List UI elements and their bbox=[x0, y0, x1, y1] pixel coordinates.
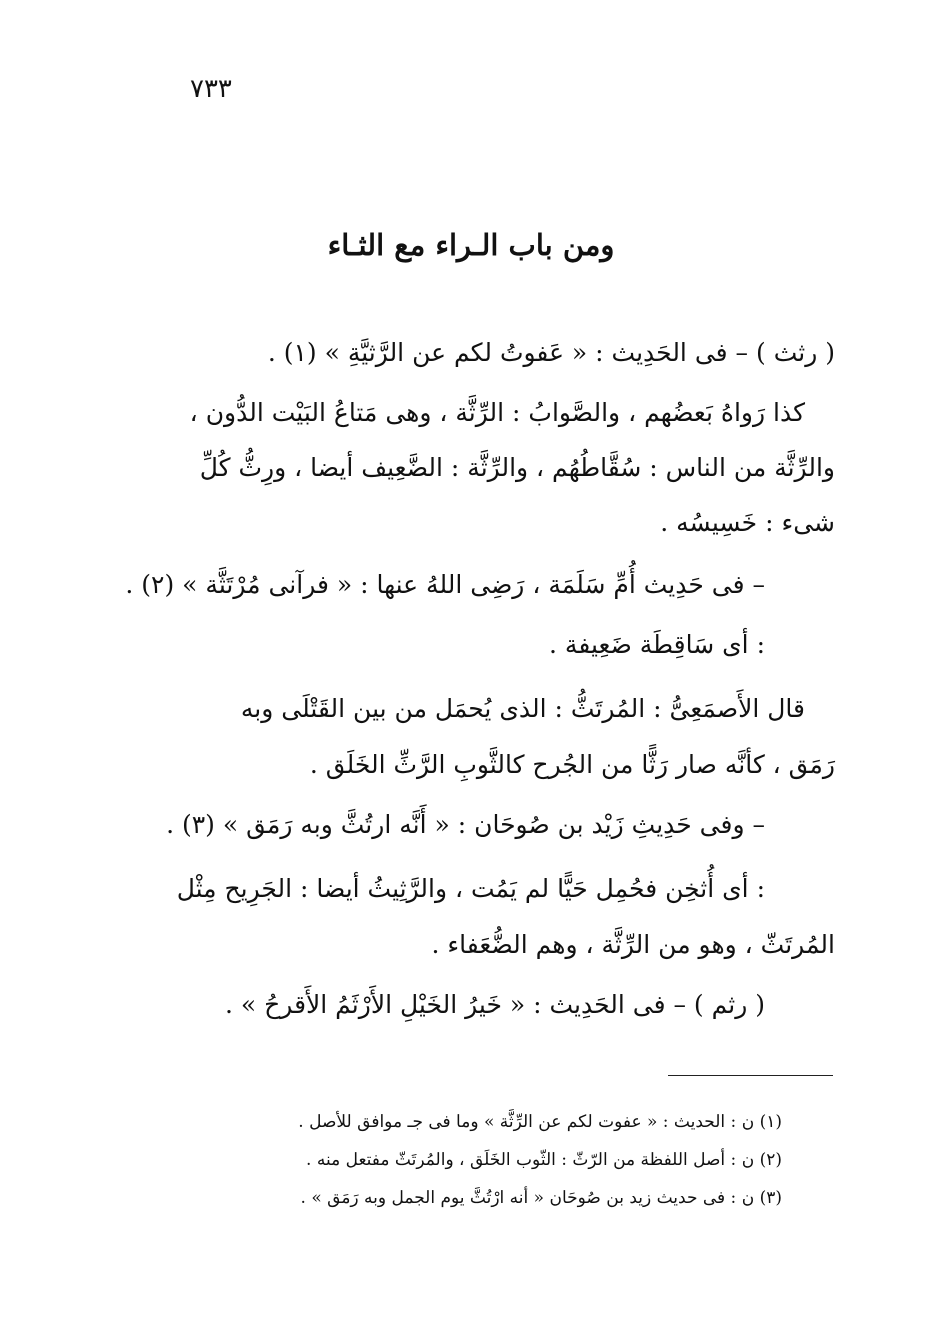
text-line: والرِّثَّة من الناس : سُقَّاطُهُم ، والرِّثَّة : الضَّعِيف أيضا ، ورِثُّ كُلِّ bbox=[199, 453, 835, 482]
text-line: رَمَق ، كأنَّه صار رَثًّا من الجُرح كالثَّوبِ الرَّثِّ الخَلَق . bbox=[309, 750, 835, 779]
footnote: (٣) ن : فى حديث زيد بن صُوحَان « أنه ارْتُثَّ يوم الجمل وبه رَمَق » . bbox=[300, 1188, 782, 1208]
text-line: ( رثث ) – فى الحَدِيث : « عَفوتُ لكم عن الرَّثيَّةِ » (١) . bbox=[267, 338, 835, 367]
page-number: ٧٣٣ bbox=[190, 74, 232, 104]
footnote: (٢) ن : أصل اللفظة من الرّثّ : الثّوب الخَلَق ، والمُرتَثّ مفتعل منه . bbox=[306, 1150, 782, 1170]
footnote: (١) ن : الحديث : « عفوت لكم عن الرِّثَّة » وما فى جـ موافق للأصل . bbox=[298, 1112, 782, 1132]
text-line: – وفى حَدِيثِ زَيْد بن صُوحَان : « أَنَّه ارتُثَّ وبه رَمَق » (٣) . bbox=[166, 810, 765, 839]
text-line: كذا رَواهُ بَعضُهم ، والصَّوابُ : الرِّثَّة ، وهى مَتاعُ البَيْت الدُّون ، bbox=[189, 398, 805, 427]
footnote-divider bbox=[668, 1075, 833, 1076]
text-line: شىء : خَسِيسُه . bbox=[660, 508, 835, 537]
text-line: : أى سَاقِطَة ضَعِيفة . bbox=[549, 630, 765, 659]
text-line: المُرتَثّ ، وهو من الرِّثَّة ، وهم الضُّعَفاء . bbox=[431, 930, 835, 959]
text-line: ( رثم ) – فى الحَدِيث : « خَيرُ الخَيْلِ الأَرْثَمُ الأَقرحُ » . bbox=[225, 990, 765, 1019]
text-line: – فى حَدِيث أُمِّ سَلَمَة ، رَضِى اللهُ عنها : « فرآنى مُرْتَثَّة » (٢) . bbox=[125, 570, 765, 599]
section-title: ومن باب الـراء مع الثـاء bbox=[327, 228, 615, 262]
text-line: : أى أُثخِن فحُمِل حَيًّا لم يَمُت ، والرَّثِيثُ أيضا : الجَرِيح مِثْل bbox=[176, 874, 765, 903]
text-line: قال الأَصمَعِىُّ : المُرتَثُّ : الذى يُحمَل من بين القَتْلَى وبه bbox=[240, 694, 805, 723]
